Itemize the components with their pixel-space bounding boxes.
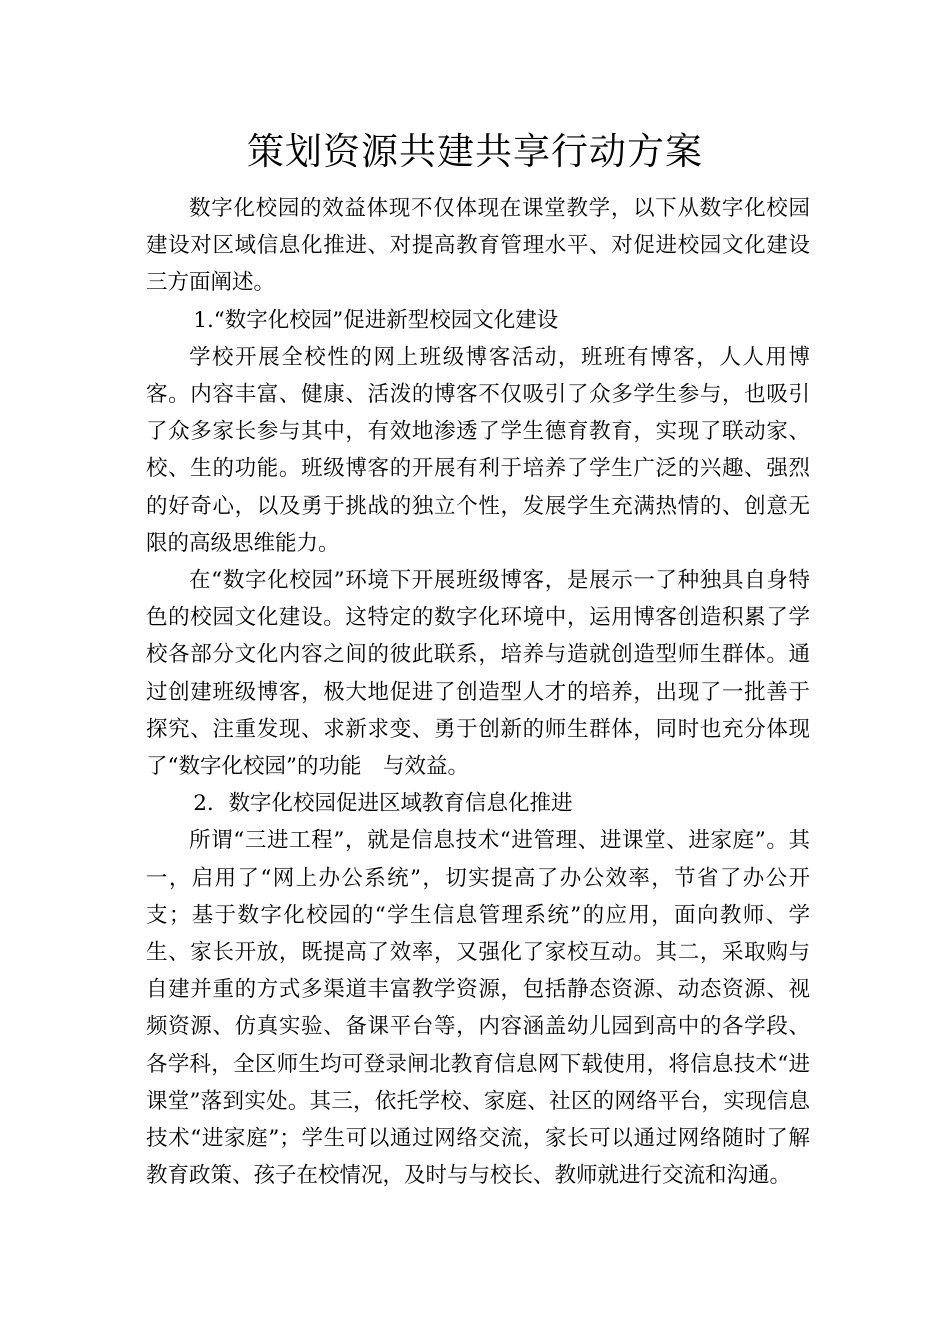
- section-1-paragraph: 学校开展全校性的网上班级博客活动，班班有博客，人人用博客。内容丰富、健康、活泼的博客不仅吸引了众多学生参与，也吸引了众多家长参与其中，有效地渗透了学生德育教育，实现了联动家、校、生的功能。班级博客的开展有利于培养了学生广泛的兴趣、强烈的好奇心，以及勇于挑战的独立个性，发展学生充满热情的、创意无限的高级思维能力。: [146, 344, 810, 556]
- intro-paragraph: 数字化校园的效益体现不仅体现在课堂教学，以下从数字化校园建设对区域信息化推进、对提高教育管理水平、对促进校园文化建设三方面阐述。: [146, 196, 810, 296]
- section-1-paragraph: 在“数字化校园”环境下开展班级博客，是展示一了种独具自身特色的校园文化建设。这特定的数字化环境中，运用博客创造积累了学校各部分文化内容之间的彼此联系，培养与造就创造型师生群体。通过创建班级博客，极大地促进了创造型人才的培养，出现了一批善于探究、注重发现、求新求变、勇于创新的师生群体，同时也充分体现了“数字化校园”的功能 与效益。: [146, 568, 810, 780]
- section-1-heading: 1.“数字化校园”促进新型校园文化建设: [193, 307, 559, 333]
- document-body: [146, 190, 810, 1194]
- section-2-heading: 2．数字化校园促进区域教育信息化推进: [193, 791, 573, 817]
- document-title: 策划资源共建共享行动方案: [247, 130, 703, 173]
- section-2-paragraph: 所谓“三进工程”，就是信息技术“进管理、进课堂、进家庭”。其一，启用了“网上办公系统”，切实提高了办公效率，节省了办公开支；基于数字化校园的“学生信息管理系统”的应用，面向教师、学生、家长开放，既提高了效率，又强化了家校互动。其二，采取购与自建并重的方式多渠道丰富教学资源，包括静态资源、动态资源、视频资源、仿真实验、备课平台等，内容涵盖幼儿园到高中的各学段、各学科，全区师生均可登录闸北教育信息网下载使用，将信息技术“进课堂”落到实处。其三，依托学校、家庭、社区的网络平台，实现信息技术“进家庭”；学生可以通过网络交流，家长可以通过网络随时了解教育政策、孩子在校情况，及时与与校长、教师就进行交流和沟通。: [146, 828, 810, 1189]
